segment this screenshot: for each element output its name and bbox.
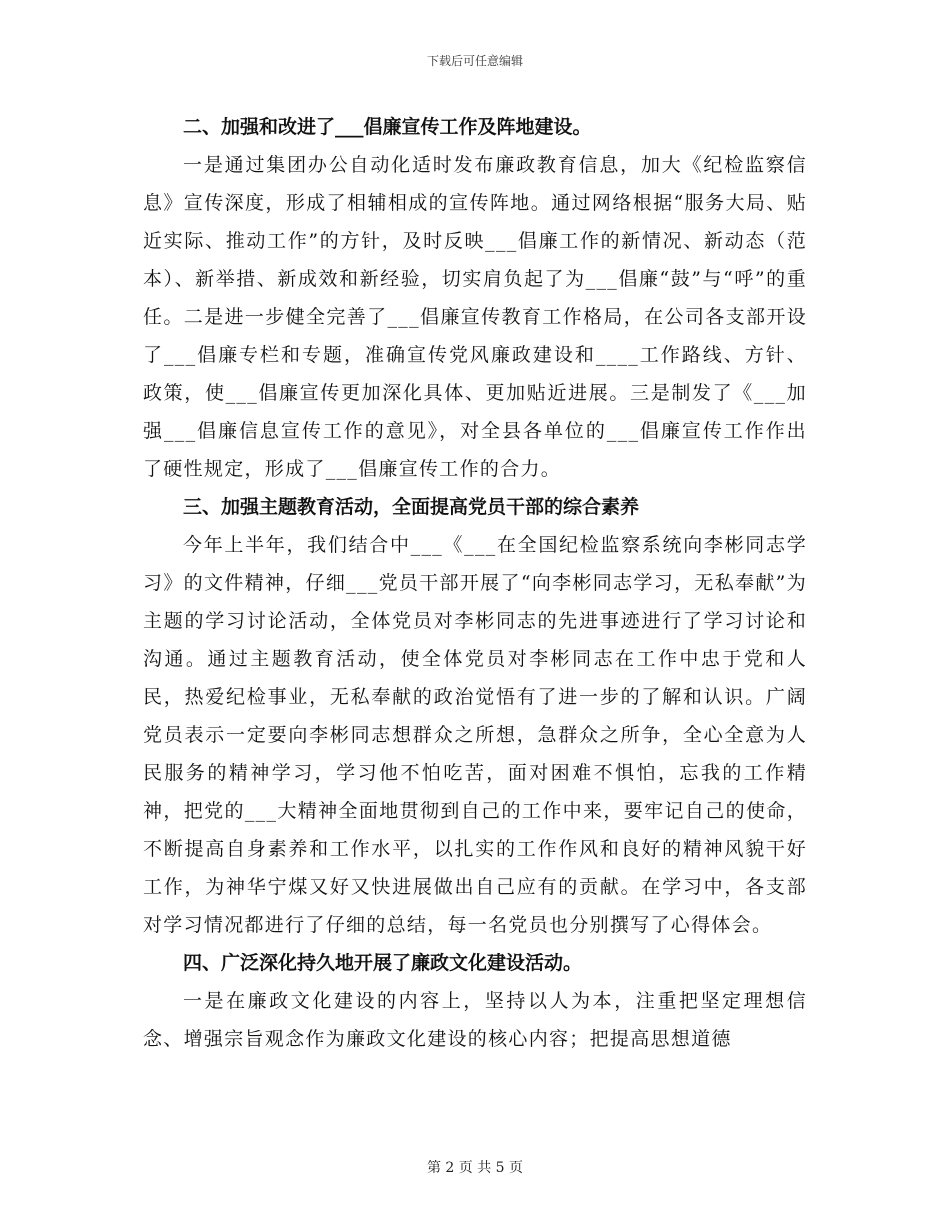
section-paragraph: 今年上半年，我们结合中___《___在全国纪检监察系统向李彬同志学习》的文件精神，仔细___党员干部开展了“向李彬同志学习，无私奉献”为主题的学习讨论活动，全体党员对李彬同志的先进事迹进行了学习讨论和沟通。通过主题教育活动，使全体党员对李彬同志在工作中忠于党和人民，热爱纪检事业，无私奉献的政治觉悟有了进一步的了解和认识。广阔党员表示一定要向李彬同志想群众之所想，急群众之所争，全心全意为人民服务的精神学习，学习他不怕吃苦，面对困难不惧怕，忘我的工作精神，把党的___大精神全面地贯彻到自己的工作中来，要牢记自己的使命，不断提高自身素养和工作水平，以扎实的工作作风和良好的精神风貌干好工作，为神华宁煤又好又快进展做出自己应有的贡献。在学习中，各支部对学习情况都进行了仔细的总结，每一名党员也分别撰写了心得体会。 — [143, 534, 807, 936]
section-heading: 四、广泛深化持久地开展了廉政文化建设活动。 — [183, 952, 583, 974]
section-heading: 二、加强和改进了___倡廉宣传工作及阵地建设。 — [183, 116, 592, 138]
section-paragraph: 一是通过集团办公自动化适时发布廉政教育信息，加大《纪检监察信息》宣传深度，形成了相辅相成的宣传阵地。通过网络根据“服务大局、贴近实际、推动工作”的方针，及时反映___倡廉工作的新情况、新动态（范本）、新举措、新成效和新经验，切实肩负起了为___倡廉“鼓”与“呼”的重任。二是进一步健全完善了___倡廉宣传教育工作格局，在公司各支部开设了___倡廉专栏和专题，准确宣传党风廉政建设和____工作路线、方针、政策，使___倡廉宣传更加深化具体、更加贴近进展。三是制发了《___加强___倡廉信息宣传工作的意见》，对全县各单位的___倡廉宣传工作作出了硬性规定，形成了___倡廉宣传工作的合力。 — [143, 154, 807, 480]
page-number: 第 2 页 共 5 页 — [426, 1160, 524, 1176]
document-body — [143, 108, 807, 1058]
section-paragraph: 一是在廉政文化建设的内容上，坚持以人为本，注重把坚定理想信念、增强宗旨观念作为廉政文化建设的核心内容；把提高思想道德 — [143, 990, 807, 1050]
page-header: 下载后可任意编辑 — [426, 54, 523, 68]
section-heading: 三、加强主题教育活动，全面提高党员干部的综合素养 — [183, 496, 640, 518]
